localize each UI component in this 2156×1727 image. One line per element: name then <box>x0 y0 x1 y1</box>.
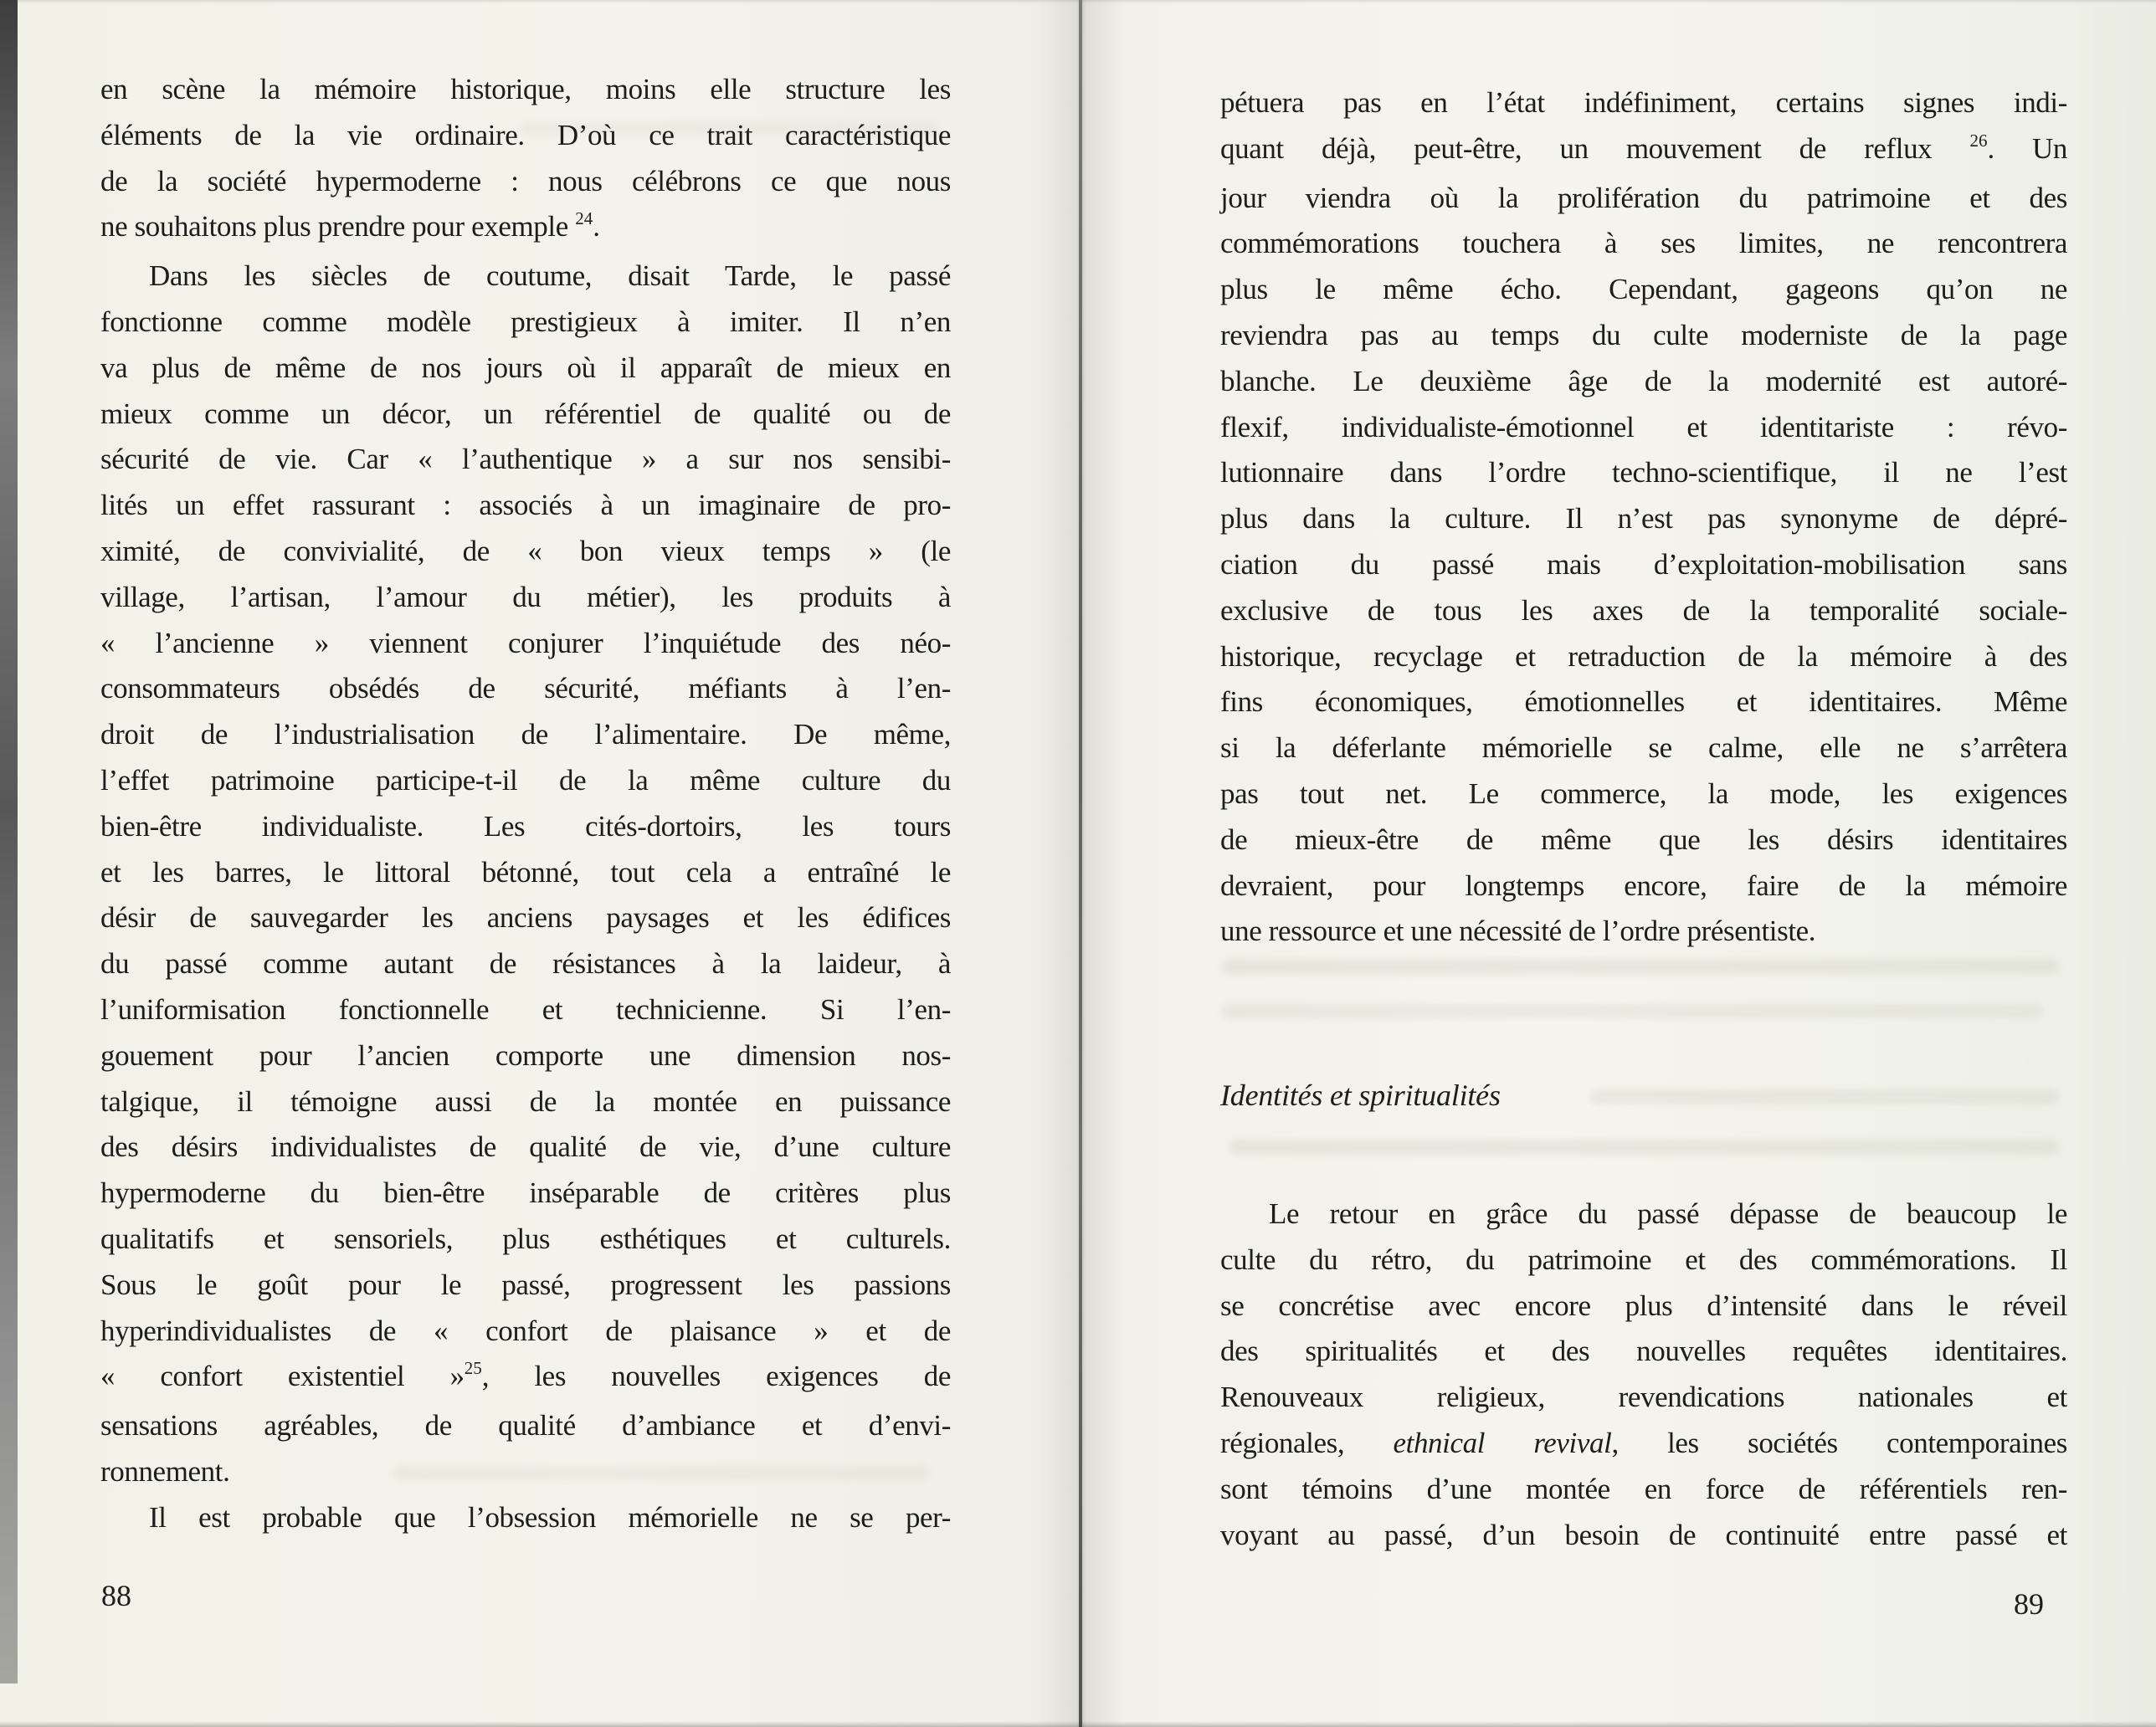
text-line: droit de l’industrialisation de l’alimentaire. De même, <box>100 718 951 751</box>
text-line: l’uniformisation fonctionnelle et technicienne. Si l’en- <box>100 992 951 1026</box>
book-gutter-crease <box>1079 0 1082 1727</box>
left-page-text-block <box>100 67 951 1541</box>
text-line: sécurité de vie. Car « l’authentique » a sur nos sensibi- <box>100 443 951 476</box>
text-line: Renouveaux religieux, revendications nationales et <box>1220 1381 2067 1414</box>
text-line: de mieux-être de même que les désirs identitaires <box>1220 823 2067 856</box>
text-line: hyperindividualistes de « confort de plaisance » et de <box>100 1314 951 1347</box>
text-line: plus le même écho. Cependant, gageons qu’on ne <box>1220 273 2067 306</box>
text-line: lités un effet rassurant : associés à un imaginaire de pro- <box>100 489 951 522</box>
text-line: l’effet patrimoine participe-t-il de la même culture du <box>100 763 951 797</box>
right-page-text-block-1 <box>1220 80 2067 955</box>
text-line: plus dans la culture. Il n’est pas synonyme de dépré- <box>1220 502 2067 536</box>
text-line: désir de sauvegarder les anciens paysages et les édifices <box>100 901 951 935</box>
show-through-text <box>1222 1004 2042 1018</box>
section-heading: Identités et spiritualités <box>1220 1079 1501 1112</box>
text-line: des spiritualités et des nouvelles requêtes identitaires. <box>1220 1335 2067 1368</box>
text-line: lutionnaire dans l’ordre techno-scientifique, il ne l’est <box>1220 456 2067 489</box>
text-line: sont témoins d’une montée en force de référentiels ren- <box>1220 1472 2067 1505</box>
text-line: fins économiques, émotionnelles et identitaires. Même <box>1220 685 2067 719</box>
text-line: Il est probable que l’obsession mémorielle ne se per- <box>149 1500 951 1534</box>
text-line: consommateurs obsédés de sécurité, méfiants à l’en- <box>100 672 951 705</box>
text-line: « confort existentiel »$^{25}$, les nouvelles exigences de <box>100 1358 951 1393</box>
text-line: hypermoderne du bien-être inséparable de critères plus <box>100 1176 951 1210</box>
text-line: flexif, individualiste-émotionnel et identitariste : révo- <box>1220 410 2067 443</box>
text-line: ximité, de convivialité, de « bon vieux temps » (le <box>100 534 951 567</box>
scan-left-edge-strip <box>0 0 18 1683</box>
text-line: Sous le goût pour le passé, progressent les passions <box>100 1268 951 1301</box>
text-line: de la société hypermoderne : nous célébrons ce que nous <box>100 164 951 197</box>
show-through-text <box>1230 1140 2059 1155</box>
text-line: une ressource et une nécessité de l’ordre présentiste. <box>1220 915 1816 948</box>
text-line: pétuera pas en l’état indéfiniment, certains signes indi- <box>1220 86 2067 119</box>
text-line: se concrétise avec encore plus d’intensité dans le réveil <box>1220 1289 2067 1322</box>
text-line: si la déferlante mémorielle se calme, elle ne s’arrêtera <box>1220 731 2067 765</box>
text-line: pas tout net. Le commerce, la mode, les exigences <box>1220 776 2067 810</box>
text-line: sensations agréables, de qualité d’ambiance et d’envi- <box>100 1409 951 1443</box>
page-number-right: 89 <box>2014 1587 2044 1621</box>
text-line: en scène la mémoire historique, moins elle structure les <box>100 73 951 105</box>
text-line: Le retour en grâce du passé dépasse de beaucoup le <box>1269 1197 2067 1230</box>
text-line: des désirs individualistes de qualité de vie, d’une culture <box>100 1130 951 1164</box>
text-line: exclusive de tous les axes de la temporalité sociale- <box>1220 593 2067 627</box>
text-line: village, l’artisan, l’amour du métier), les produits à <box>100 580 951 613</box>
text-line: fonctionne comme modèle prestigieux à imiter. Il n’en <box>100 305 951 338</box>
text-line: reviendra pas au temps du culte moderniste de la page <box>1220 318 2067 351</box>
text-line: commémorations touchera à ses limites, ne rencontrera <box>1220 227 2067 260</box>
right-page-text-block-2 <box>1220 1191 2067 1558</box>
text-line: devraient, pour longtemps encore, faire de la mémoire <box>1220 869 2067 902</box>
text-line: jour viendra où la prolifération du patrimoine et des <box>1220 181 2067 214</box>
text-line: talgique, il témoigne aussi de la montée en puissance <box>100 1084 951 1118</box>
page-number-left: 88 <box>101 1579 131 1612</box>
scan-bottom-edge <box>0 1721 2156 1727</box>
text-line: voyant au passé, d’un besoin de continuité entre passé et <box>1220 1518 2067 1551</box>
text-line: quant déjà, peut-être, un mouvement de reflux $^{26}$. Un <box>1220 130 2067 165</box>
text-line: ronnement. <box>100 1454 230 1488</box>
show-through-text <box>1590 1089 2059 1104</box>
text-line: ne souhaitons plus prendre pour exemple $^{24}$. <box>100 208 600 243</box>
text-line: culte du rétro, du patrimoine et des commémorations. Il <box>1220 1243 2067 1276</box>
text-line: et les barres, le littoral bétonné, tout cela a entraîné le <box>100 855 951 889</box>
text-line: mieux comme un décor, un référentiel de qualité ou de <box>100 397 951 430</box>
text-line: blanche. Le deuxième âge de la modernité est autoré- <box>1220 364 2067 397</box>
text-line: gouement pour l’ancien comporte une dimension nos- <box>100 1038 951 1072</box>
text-line: historique, recyclage et retraduction de la mémoire à des <box>1220 639 2067 673</box>
text-line: « l’ancienne » viennent conjurer l’inquiétude des néo- <box>100 626 951 659</box>
text-line: régionales, ethnical revival, les sociétés contemporaines <box>1220 1426 2067 1459</box>
text-line: Dans les siècles de coutume, disait Tarde, le passé <box>149 259 951 293</box>
text-line: va plus de même de nos jours où il apparaît de mieux en <box>100 351 951 384</box>
text-line: bien-être individualiste. Les cités-dortoirs, les tours <box>100 809 951 843</box>
text-line: éléments de la vie ordinaire. D’où ce trait caractéristique <box>100 118 951 151</box>
show-through-text <box>1222 959 2059 974</box>
text-line: ciation du passé mais d’exploitation-mobilisation sans <box>1220 547 2067 581</box>
text-line: du passé comme autant de résistances à la laideur, à <box>100 947 951 981</box>
text-line: qualitatifs et sensoriels, plus esthétiques et culturels. <box>100 1222 951 1255</box>
